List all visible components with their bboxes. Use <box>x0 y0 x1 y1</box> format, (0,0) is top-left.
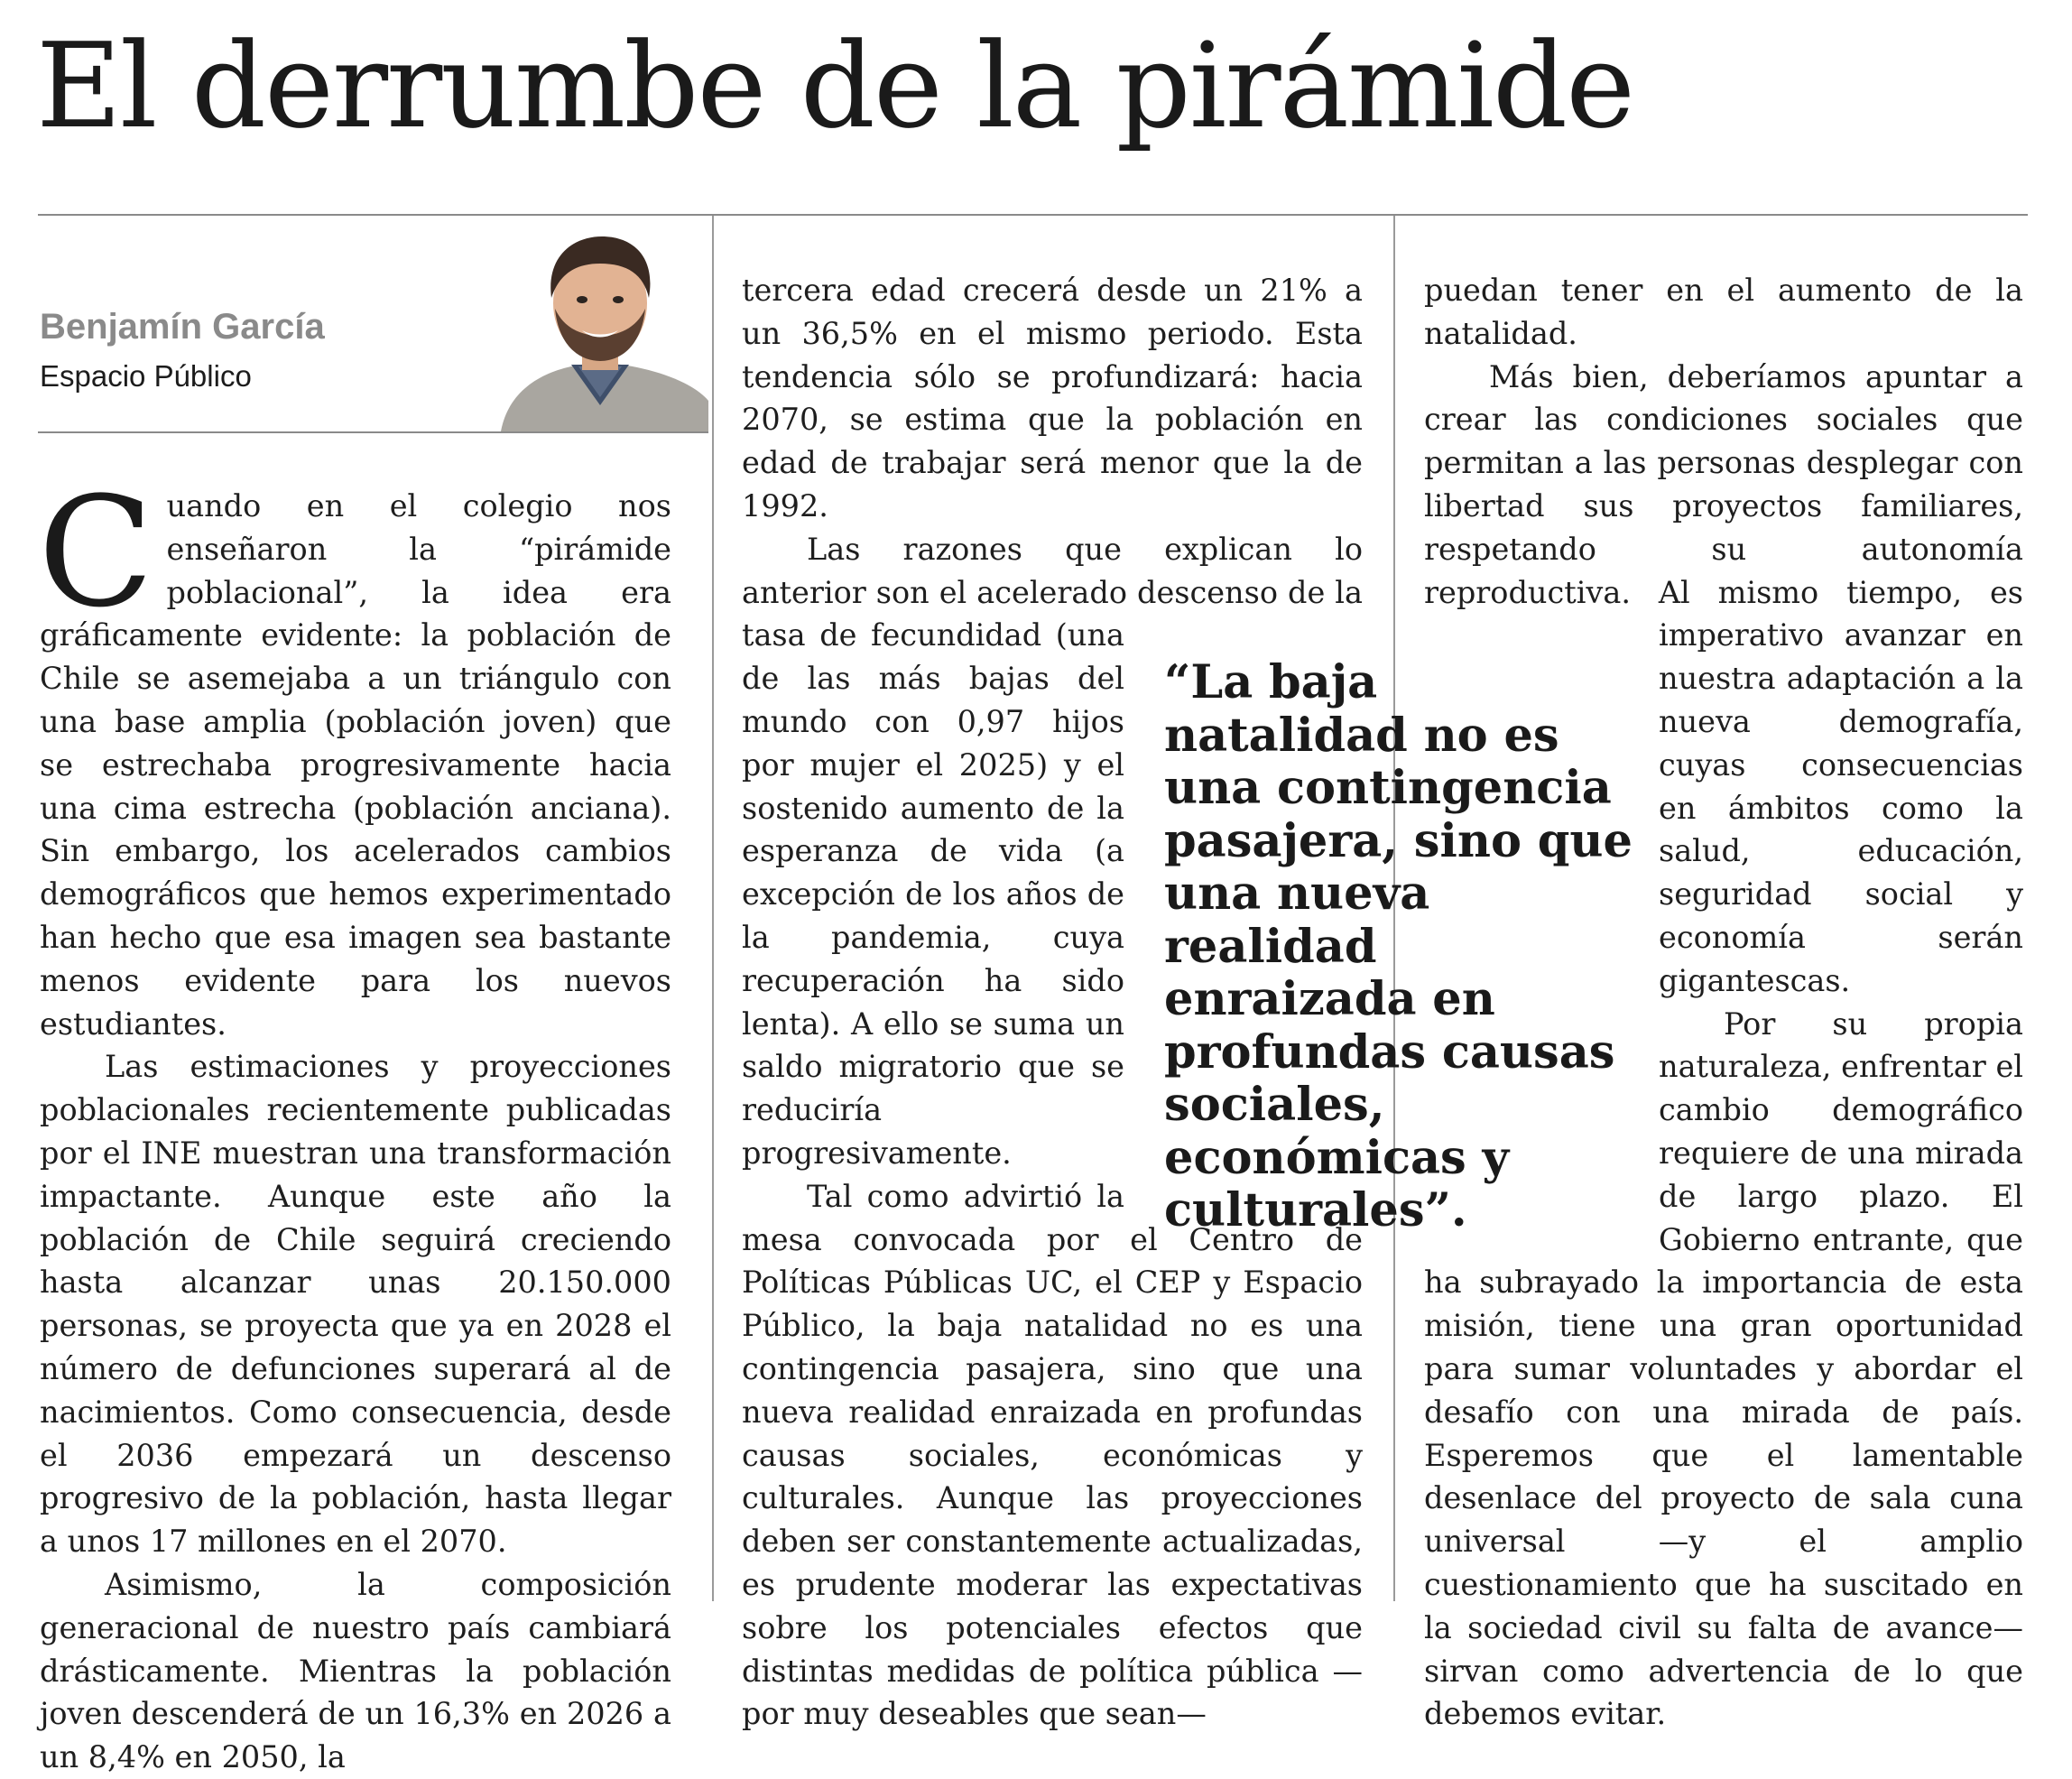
headline: El derrumbe de la pirámide <box>36 17 1634 154</box>
portrait-photo <box>492 220 708 431</box>
top-rule <box>38 214 2028 216</box>
paragraph: Las estimaciones y proyecciones poblacionales recientemente publicadas por el INE muestran una transformación impactante. Aunque este año la población de Chile seguirá creciendo hasta alcanzar unas 20.150.000 personas, se proyecta que ya en 2028 el número de defunciones superará al de nacimientos. Como consecuencia, desde el 2036 empezará un descenso progresivo de la población, hasta llegar a unos 17 millones en el 2070. <box>40 1049 671 1560</box>
pull-quote: “La baja natalidad no es una contingencia pasajera, sino que una nueva realidad enraizada en profundas causas sociales, económicas y culturales”. <box>1164 655 1633 1237</box>
paragraph: Más bien, deberíamos apuntar a crear las condiciones sociales que permitan a las personas desplegar con libertad sus proyectos familiares, respetando su autonomía reproductiva. Al mismo tiempo, es imperativo avanzar en nuestra adaptación a la nueva demografía, cuyas consecuencias en ámbitos como la salud, educación, seguridad social y economía serán gigantescas. <box>1424 358 2023 998</box>
paragraph: Por su propia naturaleza, enfrentar el cambio demográfico requiere de una mirada de largo plazo. El Gobierno entrante, que ha subrayado la importancia de esta misión, tiene una gran oportunidad para sumar voluntades y abordar el desafío con una mirada de país. Esperemos que el lamentable desenlace del proyecto de sala cuna universal —y el amplio cuestionamiento que ha suscitado en la sociedad civil su falta de avance— sirvan como advertencia de lo que debemos evitar. <box>1424 1005 2023 1732</box>
paragraph: Tal como advirtió la mesa convocada por el Centro de Políticas Públicas UC, el CEP y Espacio Público, la baja natalidad no es una contingencia pasajera, sino que una nueva realidad enraizada en profundas causas sociales, económicas y culturales. Aunque las proyecciones deben ser constantemente actualizadas, es prudente moderar las expectativas sobre los potenciales efectos que distintas medidas de política pública —por muy deseables que sean— <box>742 1178 1363 1732</box>
paragraph <box>38 464 671 1045</box>
column-divider-1 <box>712 216 714 1601</box>
paragraph: Asimismo, la composición generacional de nuestro país cambiará drásticamente. Mientras la población joven descenderá de un 16,3% en 2026 a un 8,4% en 2050, la <box>40 1566 671 1775</box>
author-rule <box>38 431 708 433</box>
author-name: Benjamín García <box>40 307 325 347</box>
author-portrait <box>492 220 708 431</box>
paragraph: puedan tener en el aumento de la natalidad. <box>1424 273 2023 351</box>
dropcap: C <box>38 464 154 641</box>
article-column-1 <box>38 464 671 1779</box>
paragraph: tercera edad crecerá desde un 21% a un 36,5% en el mismo periodo. Esta tendencia sólo se profundizará: hacia 2070, se estima que la población en edad de trabajar será menor que la de 1992. <box>742 273 1363 524</box>
paragraph: Las razones que explican lo anterior son el acelerado descenso de la tasa de fecundidad (una de las más bajas del mundo con 0,97 hijos por mujer el 2025) y el sostenido aumento de la esperanza de vida (a excepción de los años de la pandemia, cuya recuperación ha sido lenta). A ello se suma un saldo migratorio que se reduciría progresivamente. <box>742 531 1363 1171</box>
author-organization: Espacio Público <box>40 359 252 393</box>
paragraph-text: uando en el colegio nos enseñaron la “pirámide poblacional”, la idea era gráficamente evidente: la población de Chile se asemejaba a un triángulo con una base amplia (población joven) que se estrechaba progresivamente hacia una cima estrecha (población anciana). Sin embargo, los acelerados cambios demográficos que hemos experimentado han hecho que esa imagen sea bastante menos evidente para los nuevos estudiantes. <box>40 488 671 1042</box>
